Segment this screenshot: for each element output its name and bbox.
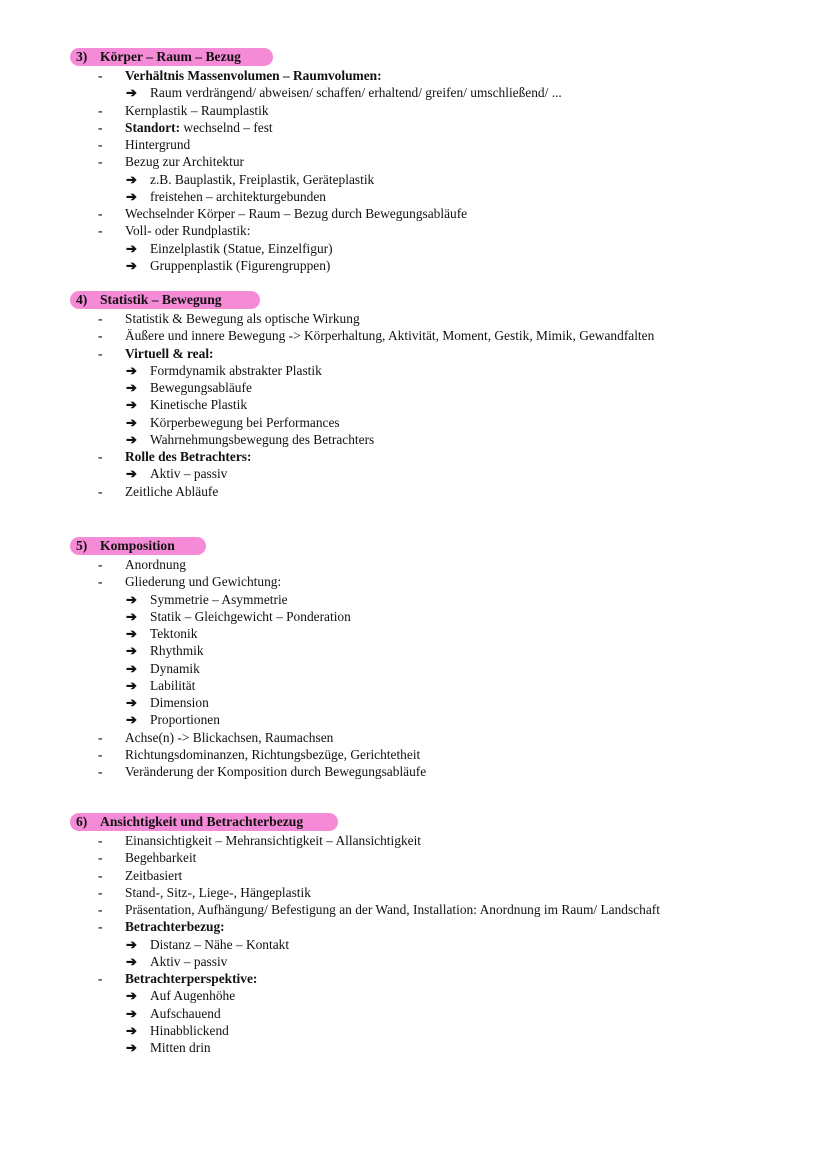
item-text: Bezug zur Architektur bbox=[125, 154, 244, 170]
sub-list-item bbox=[150, 414, 340, 431]
bullet-dash: - bbox=[98, 764, 103, 779]
item-label: Betrachterperspektive: bbox=[125, 971, 258, 986]
item-text: Kernplastik – Raumplastik bbox=[125, 102, 269, 118]
arrow-right-icon: ➔ bbox=[126, 643, 137, 659]
item-text: Hinabblickend bbox=[150, 1022, 229, 1038]
arrow-right-icon: ➔ bbox=[126, 695, 137, 710]
item-text: Aufschauend bbox=[150, 1005, 221, 1021]
item-text: Körperbewegung bei Performances bbox=[150, 414, 340, 430]
section-title: Körper – Raum – Bezug bbox=[100, 49, 241, 64]
item-label: Betrachterbezug: bbox=[125, 919, 225, 935]
list-item bbox=[125, 483, 218, 500]
list-item bbox=[125, 119, 273, 136]
item-text: Präsentation, Aufhängung/ Befestigung an der Wand, Installation: Anordnung im Raum/ Landschaft bbox=[125, 902, 660, 917]
bullet-dash: - bbox=[98, 68, 103, 83]
bullet-dash: - bbox=[98, 449, 103, 464]
item-text: Hintergrund bbox=[125, 137, 191, 152]
list-item bbox=[125, 310, 360, 327]
arrow-right-icon: ➔ bbox=[126, 988, 137, 1004]
list-item bbox=[125, 345, 214, 362]
arrow-right-icon: ➔ bbox=[126, 591, 137, 607]
item-text: wechselnd – fest bbox=[180, 119, 273, 135]
item-text: Statik – Gleichgewicht – Ponderation bbox=[150, 608, 351, 624]
bullet-dash: - bbox=[98, 119, 103, 135]
bullet-dash: - bbox=[98, 919, 103, 935]
item-text: Äußere und innere Bewegung -> Körperhaltung, Aktivität, Moment, Gestik, Mimik, Gewandfalten bbox=[125, 328, 655, 344]
bullet-dash: - bbox=[98, 223, 103, 239]
item-text: Auf Augenhöhe bbox=[150, 988, 236, 1004]
item-text: Rhythmik bbox=[150, 643, 204, 659]
list-item bbox=[125, 102, 269, 119]
bullet-dash: - bbox=[98, 729, 103, 745]
sub-list-item bbox=[150, 660, 200, 677]
section-title: Statistik – Bewegung bbox=[100, 292, 222, 307]
item-text: Richtungsdominanzen, Richtungsbezüge, Gerichtetheit bbox=[125, 746, 421, 762]
sub-list-item bbox=[150, 257, 330, 274]
bullet-dash: - bbox=[98, 557, 103, 572]
item-text: Stand-, Sitz-, Liege-, Hängeplastik bbox=[125, 884, 311, 900]
sub-list-item bbox=[150, 936, 289, 953]
item-text: Labilität bbox=[150, 677, 196, 693]
sub-list-item bbox=[150, 694, 209, 711]
arrow-right-icon: ➔ bbox=[126, 712, 137, 728]
item-label: Rolle des Betrachters: bbox=[125, 449, 252, 464]
item-text: Dynamik bbox=[150, 660, 200, 676]
list-item bbox=[125, 448, 251, 465]
arrow-right-icon: ➔ bbox=[126, 626, 137, 641]
arrow-right-icon: ➔ bbox=[126, 1040, 137, 1055]
arrow-right-icon: ➔ bbox=[126, 85, 137, 101]
sub-list-item bbox=[150, 379, 252, 396]
item-text: Zeitbasiert bbox=[125, 867, 183, 883]
sub-list-item bbox=[150, 625, 197, 642]
list-item bbox=[125, 729, 333, 746]
arrow-right-icon: ➔ bbox=[126, 362, 137, 378]
arrow-right-icon: ➔ bbox=[126, 397, 137, 413]
sub-list-item bbox=[150, 171, 374, 188]
arrow-right-icon: ➔ bbox=[126, 431, 137, 447]
arrow-right-icon: ➔ bbox=[126, 414, 137, 430]
list-item bbox=[125, 573, 281, 590]
list-item bbox=[125, 867, 182, 884]
bullet-dash: - bbox=[98, 884, 103, 900]
item-label: Standort: bbox=[125, 119, 181, 135]
bullet-dash: - bbox=[98, 483, 103, 499]
item-text: Raum verdrängend/ abweisen/ schaffen/ erhaltend/ greifen/ umschließend/ ... bbox=[150, 85, 562, 101]
arrow-right-icon: ➔ bbox=[126, 257, 137, 273]
section-heading bbox=[70, 48, 273, 66]
item-text: Aktiv – passiv bbox=[150, 953, 228, 969]
item-label: Virtuell & real: bbox=[125, 345, 214, 361]
list-item bbox=[125, 901, 660, 918]
section-number: 3) bbox=[76, 49, 88, 64]
sub-list-item bbox=[150, 987, 235, 1004]
list-item bbox=[125, 327, 654, 344]
item-text: Zeitliche Abläufe bbox=[125, 483, 219, 499]
list-item bbox=[125, 556, 186, 573]
item-label: Verhältnis Massenvolumen – Raumvolumen: bbox=[125, 68, 382, 83]
bullet-dash: - bbox=[98, 971, 103, 986]
item-text: Distanz – Nähe – Kontakt bbox=[150, 936, 290, 952]
bullet-dash: - bbox=[98, 206, 103, 221]
sub-list-item bbox=[150, 431, 374, 448]
sub-list-item bbox=[150, 677, 195, 694]
bullet-dash: - bbox=[98, 746, 103, 762]
section-heading bbox=[70, 537, 206, 555]
sub-list-item bbox=[150, 642, 204, 659]
item-text: Dimension bbox=[150, 695, 209, 710]
arrow-right-icon: ➔ bbox=[126, 953, 137, 969]
item-text: Kinetische Plastik bbox=[150, 397, 248, 413]
section-number: 6) bbox=[76, 814, 88, 829]
item-text: Tektonik bbox=[150, 626, 198, 641]
list-item bbox=[125, 746, 420, 763]
arrow-right-icon: ➔ bbox=[126, 608, 137, 624]
list-item bbox=[125, 918, 225, 935]
sub-list-item bbox=[150, 953, 227, 970]
list-item bbox=[125, 136, 190, 153]
arrow-right-icon: ➔ bbox=[126, 188, 137, 204]
sub-list-item bbox=[150, 1005, 221, 1022]
item-text: Formdynamik abstrakter Plastik bbox=[150, 362, 322, 378]
bullet-dash: - bbox=[98, 867, 103, 883]
section-heading bbox=[70, 291, 260, 309]
list-item bbox=[125, 222, 250, 239]
bullet-dash: - bbox=[98, 137, 103, 152]
bullet-dash: - bbox=[98, 311, 103, 326]
sub-list-item bbox=[150, 396, 247, 413]
bullet-dash: - bbox=[98, 833, 103, 848]
list-item bbox=[125, 832, 421, 849]
item-text: Aktiv – passiv bbox=[150, 466, 228, 482]
arrow-right-icon: ➔ bbox=[126, 1005, 137, 1021]
list-item bbox=[125, 205, 467, 222]
item-text: Proportionen bbox=[150, 712, 220, 728]
item-text: Achse(n) -> Blickachsen, Raumachsen bbox=[125, 729, 334, 745]
list-item bbox=[125, 849, 196, 866]
bullet-dash: - bbox=[98, 902, 103, 917]
item-text: Symmetrie – Asymmetrie bbox=[150, 591, 288, 607]
sub-list-item bbox=[150, 1039, 211, 1056]
item-text: z.B. Bauplastik, Freiplastik, Geräteplastik bbox=[150, 171, 375, 187]
item-text: Gliederung und Gewichtung: bbox=[125, 574, 282, 590]
item-text: freistehen – architekturgebunden bbox=[150, 188, 326, 204]
section-number: 5) bbox=[76, 538, 88, 553]
sub-list-item bbox=[150, 608, 351, 625]
section-title: Komposition bbox=[100, 538, 175, 553]
bullet-dash: - bbox=[98, 154, 103, 170]
arrow-right-icon: ➔ bbox=[126, 240, 137, 256]
list-item bbox=[125, 763, 426, 780]
item-text: Statistik & Bewegung als optische Wirkung bbox=[125, 311, 360, 326]
arrow-right-icon: ➔ bbox=[126, 171, 137, 187]
item-text: Mitten drin bbox=[150, 1040, 211, 1055]
section-number: 4) bbox=[76, 292, 88, 307]
item-text: Bewegungsabläufe bbox=[150, 380, 252, 395]
sub-list-item bbox=[150, 1022, 229, 1039]
sub-list-item bbox=[150, 188, 326, 205]
sub-list-item bbox=[150, 362, 322, 379]
arrow-right-icon: ➔ bbox=[126, 660, 137, 676]
bullet-dash: - bbox=[98, 850, 103, 866]
item-text: Begehbarkeit bbox=[125, 850, 197, 866]
bullet-dash: - bbox=[98, 345, 103, 361]
item-text: Wahrnehmungsbewegung des Betrachters bbox=[150, 431, 375, 447]
section-heading bbox=[70, 813, 338, 831]
item-text: Wechselnder Körper – Raum – Bezug durch Bewegungsabläufe bbox=[125, 206, 468, 221]
item-text: Gruppenplastik (Figurengruppen) bbox=[150, 257, 331, 273]
bullet-dash: - bbox=[98, 574, 103, 590]
sub-list-item bbox=[150, 591, 288, 608]
arrow-right-icon: ➔ bbox=[126, 1022, 137, 1038]
sub-list-item bbox=[150, 84, 562, 101]
arrow-right-icon: ➔ bbox=[126, 466, 137, 482]
bullet-dash: - bbox=[98, 102, 103, 118]
arrow-right-icon: ➔ bbox=[126, 936, 137, 952]
item-text: Einzelplastik (Statue, Einzelfigur) bbox=[150, 240, 333, 256]
arrow-right-icon: ➔ bbox=[126, 380, 137, 395]
item-text: Anordnung bbox=[125, 557, 186, 572]
sub-list-item bbox=[150, 711, 220, 728]
arrow-right-icon: ➔ bbox=[126, 677, 137, 693]
section-title: Ansichtigkeit und Betrachterbezug bbox=[100, 814, 304, 829]
item-text: Einansichtigkeit – Mehransichtigkeit – Allansichtigkeit bbox=[125, 833, 422, 848]
list-item bbox=[125, 153, 244, 170]
list-item bbox=[125, 67, 382, 84]
list-item bbox=[125, 884, 311, 901]
list-item bbox=[125, 970, 257, 987]
sub-list-item bbox=[150, 465, 227, 482]
item-text: Voll- oder Rundplastik: bbox=[125, 223, 251, 239]
bullet-dash: - bbox=[98, 328, 103, 344]
sub-list-item bbox=[150, 240, 333, 257]
item-text: Veränderung der Komposition durch Bewegungsabläufe bbox=[125, 764, 427, 779]
